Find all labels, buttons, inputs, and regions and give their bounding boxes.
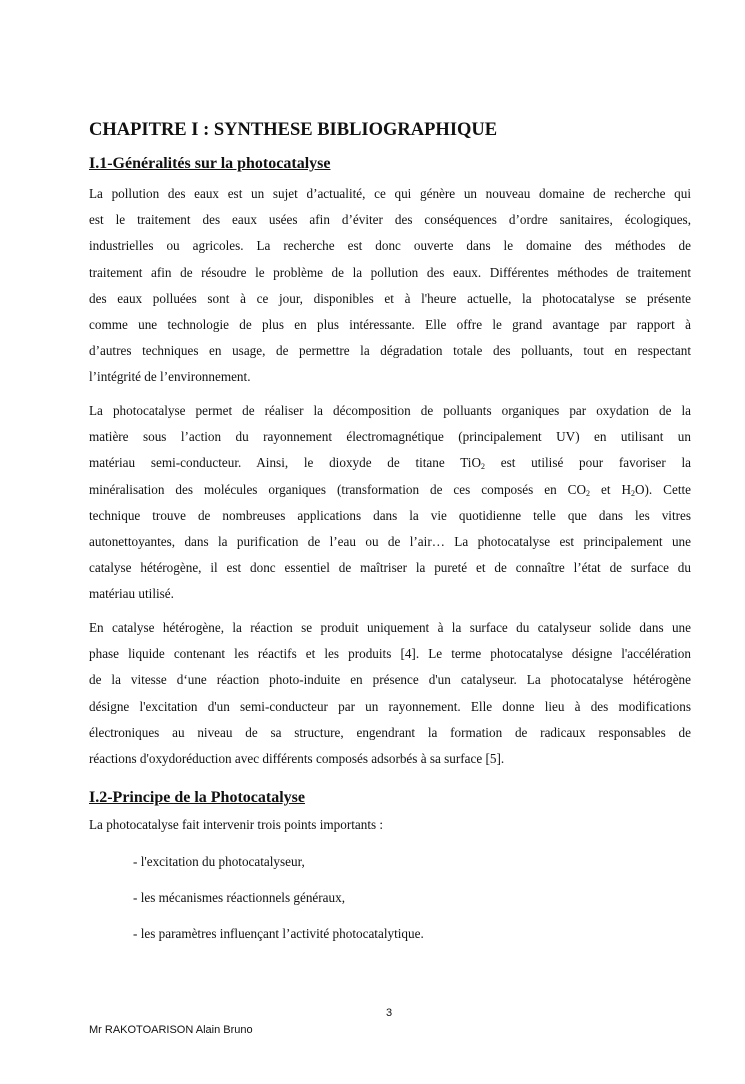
list-item: - les paramètres influençant l’activité photocatalytique.	[133, 926, 424, 941]
text-line: de la vitesse d‘une réaction photo-induite en présence d'un catalyseur. La photocatalyse hétérogène	[89, 672, 691, 688]
list-item: - les mécanismes réactionnels généraux,	[133, 890, 346, 905]
text-line: l’intégrité de l’environnement.	[89, 369, 251, 385]
text-line: désigne l'excitation d'un semi-conducteur par un rayonnement. Elle donne lieu à des modifications	[89, 698, 691, 714]
text-fragment: est utilisé pour favoriser la	[485, 455, 691, 471]
text-line: En catalyse hétérogène, la réaction se produit uniquement à la surface du catalyseur solide dans une	[89, 620, 691, 635]
section-title-generalites: I.1-Généralités sur la photocatalyse	[89, 155, 331, 172]
text-fragment: et H	[589, 481, 631, 497]
text-line: autonettoyantes, dans la purification de l’eau ou de l’air… La photocatalyse est principalement une	[89, 534, 691, 550]
paragraph-pollution	[89, 181, 691, 391]
text-line: technique trouve de nombreuses applications dans la vie quotidienne telle que dans les vitres	[89, 507, 691, 523]
text-line: électroniques au niveau de sa structure, engendrant la formation de radicaux responsables de	[89, 724, 691, 740]
text-fragment: matériau semi-conducteur. Ainsi, le dioxyde de titane TiO	[89, 455, 481, 471]
paragraph-photocatalyse-definition	[89, 398, 691, 608]
text-fragment: minéralisation des molécules organiques (transformation de ces composés en CO	[89, 481, 586, 497]
chapter-title: CHAPITRE I : SYNTHESE BIBLIOGRAPHIQUE	[89, 120, 498, 140]
footer-author: Mr RAKOTOARISON Alain Bruno	[89, 1024, 253, 1036]
principe-intro: La photocatalyse fait intervenir trois points importants :	[89, 817, 384, 832]
subscript: 2	[481, 462, 485, 472]
list-item: - l'excitation du photocatalyseur,	[133, 854, 305, 869]
text-line: matériau utilisé.	[89, 586, 174, 602]
text-line: industrielles ou agricoles. La recherche est donc ouverte dans le domaine des méthodes de	[89, 238, 691, 254]
text-line: des eaux polluées sont à ce jour, disponibles et à l'heure actuelle, la photocatalyse se présente	[89, 290, 691, 306]
text-line: réactions d'oxydoréduction avec différents composés adsorbés à sa surface [5].	[89, 751, 505, 767]
subscript: 2	[630, 488, 635, 498]
text-line: matière sous l’action du rayonnement électromagnétique (principalement UV) en utilisant un	[89, 429, 691, 445]
paragraph-catalyse-heterogene	[89, 615, 691, 772]
page-number: 3	[386, 1007, 393, 1019]
subscript: 2	[585, 488, 590, 498]
text-line: La photocatalyse permet de réaliser la décomposition de polluants organiques par oxydation de la	[89, 403, 691, 418]
text-fragment: O). Cette	[634, 481, 692, 497]
text-line: catalyse hétérogène, il est donc essentiel de maîtriser la pureté et de connaître l’état de surface du	[89, 560, 691, 576]
text-line	[89, 450, 691, 476]
text-line: traitement afin de résoudre le problème de la pollution des eaux. Différentes méthodes de traitement	[89, 264, 691, 280]
text-line	[89, 477, 691, 503]
text-line: La pollution des eaux est un sujet d’actualité, ce qui génère un nouveau domaine de recherche qui	[89, 186, 691, 201]
text-line: est le traitement des eaux usées afin d’éviter des conséquences d’ordre sanitaires, écologiques,	[89, 212, 691, 228]
text-line: phase liquide contenant les réactifs et les produits [4]. Le terme photocatalyse désigne l'accélération	[89, 646, 691, 662]
text-line: d’autres techniques en usage, de permettre la dégradation totale des polluants, tout en respectant	[89, 343, 691, 359]
text-line: comme une technologie de plus en plus intéressante. Elle offre le grand avantage par rapport à	[89, 317, 691, 333]
section-title-principe: I.2-Principe de la Photocatalyse	[89, 789, 305, 806]
